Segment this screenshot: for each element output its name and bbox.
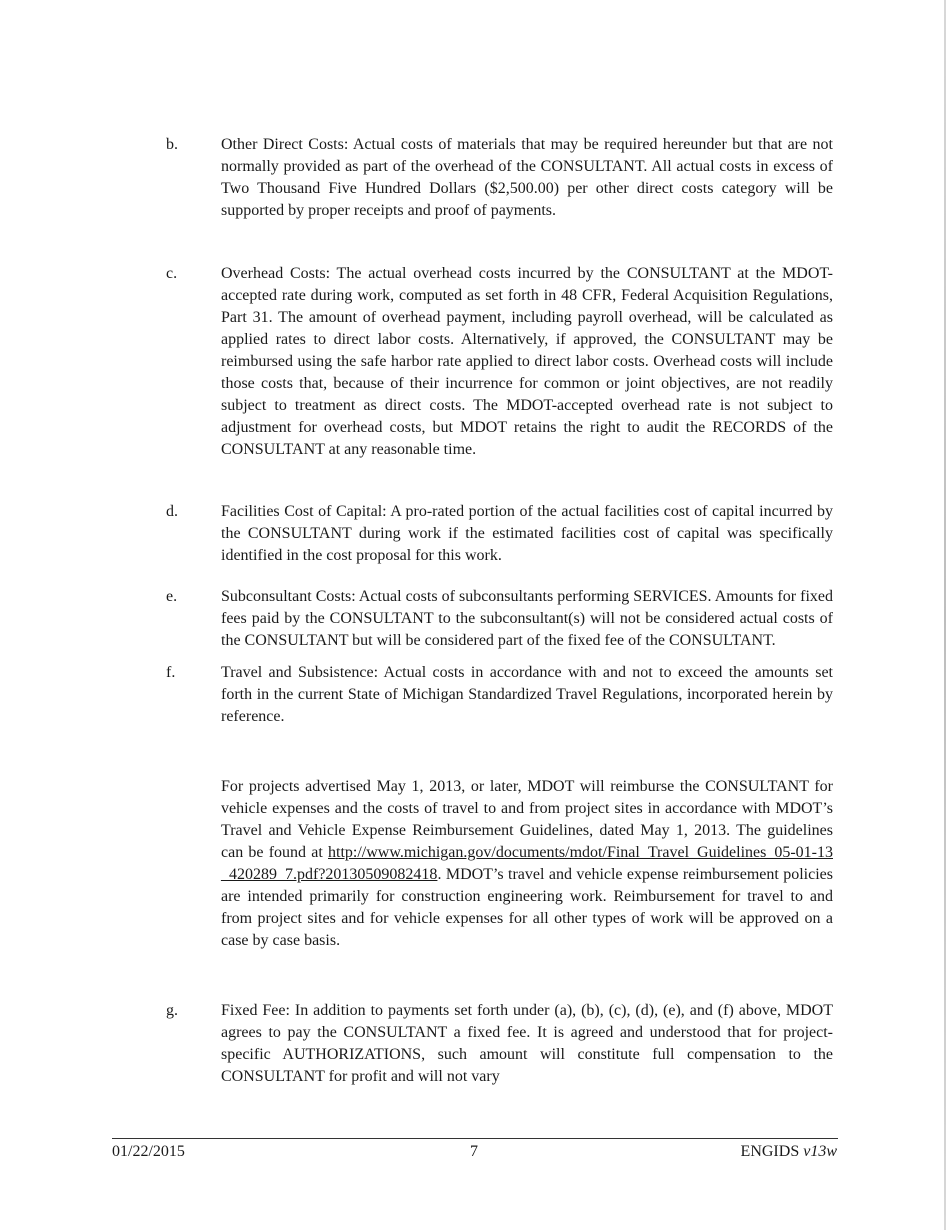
item-text: Facilities Cost of Capital: A pro-rated portion of the actual facilities cost of capital incurred by the CONSULTANT during work if the estimated facilities cost of capital was specifically identified in the cost proposal for this work. — [221, 503, 833, 564]
item-text: Fixed Fee: In addition to payments set forth under (a), (b), (c), (d), (e), and (f) above, MDOT agrees to pay the CONSULTANT a fixed fee. It is agreed and understood that for project-specific AUTHORIZATIONS, such amount will constitute full compensation to the CONSULTANT for profit and will not vary — [221, 1002, 833, 1085]
item-letter: d. — [166, 503, 178, 520]
travel-note-text — [221, 776, 833, 952]
footer-page-number: 7 — [470, 1143, 478, 1160]
footer-version-suffix: v13w — [803, 1143, 837, 1160]
guidelines-link[interactable]: http://www.michigan.gov/documents/mdot/Final_Travel_Guidelines_05-01-13_420289_7.pdf?20130509082418 — [221, 844, 833, 883]
travel-note-before: For projects advertised May 1, 2013, or later, MDOT will reimburse the CONSULTANT for vehicle expenses and the costs of travel to and from project sites in accordance with MDOT’s Travel and Vehicle Expense Reimbursement Guidelines, dated May 1, 2013. The guidelines can be found at — [221, 778, 833, 861]
travel-note-after: . MDOT’s travel and vehicle expense reimbursement policies are intended primarily for construction engineering work. Reimbursement for travel to and from project sites and for vehicle expenses for all other types of work will be approved on a case by case basis. — [221, 866, 833, 949]
footer-date: 01/22/2015 — [112, 1143, 185, 1160]
footer-rule — [112, 1138, 838, 1139]
footer-version — [741, 1142, 837, 1162]
item-letter: e. — [166, 588, 178, 605]
footer-version-prefix: ENGIDS — [740, 1143, 804, 1160]
item-letter: c. — [166, 265, 178, 282]
item-text: Other Direct Costs: Actual costs of materials that may be required hereunder but that are not normally provided as part of the overhead of the CONSULTANT. All actual costs in excess of Two Thousand Five Hundred Dollars ($2,500.00) per other direct costs category will be supported by proper receipts and proof of payments. — [221, 136, 833, 219]
item-letter: g. — [166, 1002, 178, 1019]
item-text: Overhead Costs: The actual overhead costs incurred by the CONSULTANT at the MDOT-accepted rate during work, computed as set forth in 48 CFR, Federal Acquisition Regulations, Part 31. The amount of overhead payment, including payroll overhead, will be calculated as applied rates to direct labor costs. Alternatively, if approved, the CONSULTANT may be reimbursed using the safe harbor rate applied to direct labor costs. Overhead costs will include those costs that, because of their incurrence for common or joint objectives, are not readily subject to treatment as direct costs. The MDOT-accepted overhead rate is not subject to adjustment for overhead costs, but MDOT retains the right to audit the RECORDS of the CONSULTANT at any reasonable time. — [221, 265, 833, 458]
item-text: Travel and Subsistence: Actual costs in accordance with and not to exceed the amounts set forth in the current State of Michigan Standardized Travel Regulations, incorporated herein by reference. — [221, 664, 833, 725]
item-letter: b. — [166, 136, 178, 153]
item-letter: f. — [166, 664, 176, 681]
page-edge-shadow — [944, 0, 946, 1230]
item-text: Subconsultant Costs: Actual costs of subconsultants performing SERVICES. Amounts for fixed fees paid by the CONSULTANT to the subconsultant(s) will not be considered actual costs of the CONSULTANT but will be considered part of the fixed fee of the CONSULTANT. — [221, 588, 833, 649]
